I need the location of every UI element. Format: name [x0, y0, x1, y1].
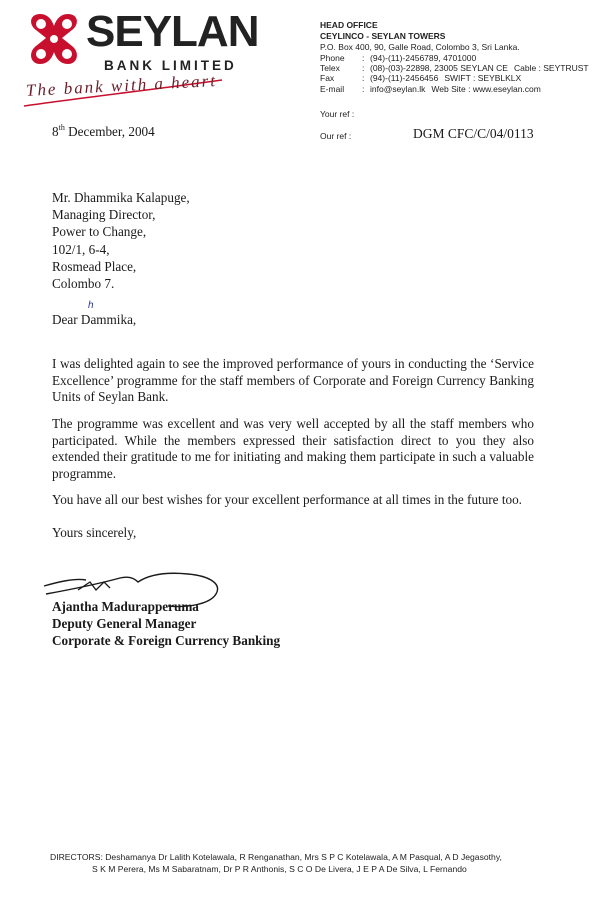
contact-value: (08)-(03)-22898, 23005 SEYLAN CE: [370, 63, 508, 73]
body-paragraph: You have all our best wishes for your excellent performance at all times in the future too.: [52, 492, 522, 507]
recipient-line: Mr. Dhammika Kalapuge,: [52, 190, 190, 205]
contact-extra: Cable : SEYTRUST: [513, 63, 589, 73]
our-ref-label: Our ref :: [320, 131, 352, 141]
seylan-logo-icon: [26, 10, 82, 70]
signer-title: Deputy General Manager: [52, 616, 197, 631]
head-office-building: CEYLINCO - SEYLAN TOWERS: [320, 31, 446, 41]
brand-name: SEYLAN: [86, 7, 259, 56]
recipient-line: Managing Director,: [52, 207, 156, 223]
body-paragraph: The programme was excellent and was very well accepted by all the staff members who participated. While the members expressed their satisfaction direct to you they also extended their gratitude to me for initiating and making them participate in such a valuable programme.: [52, 416, 534, 481]
recipient-address: [52, 189, 190, 292]
closing: Yours sincerely,: [52, 525, 137, 540]
handwritten-correction: h: [88, 300, 94, 311]
contact-extra: SWIFT : SEYBLKLX: [444, 73, 522, 83]
contact-row-fax: Fax : (94)-(11)-2456456 SWIFT : SEYBLKLX: [320, 73, 522, 83]
brand-tagline: The bank with a heart: [25, 71, 218, 100]
directors-line: DIRECTORS: Deshamanya Dr Lalith Kotelawala, R Renganathan, Mrs S P C Kotelawala, A M Pasqual, A D Jegasothy,: [50, 852, 502, 862]
directors-footer: [50, 852, 570, 875]
body-paragraph: I was delighted again to see the improved performance of yours in conducting the ‘Service Excellence’ programme for the staff members of Corporate and Foreign Currency Banking Units of Seylan Bank.: [52, 356, 534, 404]
contact-label: Telex: [320, 63, 340, 73]
your-ref-label: Your ref :: [320, 109, 355, 119]
contact-label: E-mail: [320, 84, 345, 94]
head-office-address: P.O. Box 400, 90, Galle Road, Colombo 3, Sri Lanka.: [320, 42, 520, 52]
contact-extra: Web Site : www.eseylan.com: [431, 84, 541, 94]
contact-row-email: E-mail : info@seylan.lk Web Site : www.eseylan.com: [320, 84, 541, 94]
contact-value: (94)-(11)-2456789, 4701000: [370, 53, 477, 63]
contact-value: info@seylan.lk: [370, 84, 426, 94]
directors-line: S K M Perera, Ms M Sabaratnam, Dr P R Anthonis, S C O De Livera, J E P A De Silva, L Fernando: [92, 863, 467, 874]
recipient-line: 102/1, 6-4,: [52, 241, 110, 257]
brand-subtitle: BANK LIMITED: [104, 58, 237, 73]
signer-department: Corporate & Foreign Currency Banking: [52, 633, 281, 648]
recipient-line: Power to Change,: [52, 224, 147, 240]
contact-label: Phone: [320, 53, 345, 63]
contact-row-phone: Phone : (94)-(11)-2456789, 4701000: [320, 53, 477, 63]
contact-label: Fax: [320, 73, 335, 83]
our-ref-value: DGM CFC/C/04/0113: [413, 126, 534, 141]
signer-name: Ajantha Madurapperuma: [52, 599, 199, 614]
contact-value: (94)-(11)-2456456: [370, 73, 439, 83]
recipient-line: Colombo 7.: [52, 276, 115, 292]
head-office-title: HEAD OFFICE: [320, 20, 378, 30]
contact-row-telex: Telex : (08)-(03)-22898, 23005 SEYLAN CE Cable : SEYTRUST: [320, 63, 589, 73]
salutation: Dear Dammika,: [52, 312, 137, 327]
letter-date: 8th December, 2004: [52, 123, 155, 139]
recipient-line: Rosmead Place,: [52, 258, 137, 274]
signer-block: [52, 598, 280, 649]
